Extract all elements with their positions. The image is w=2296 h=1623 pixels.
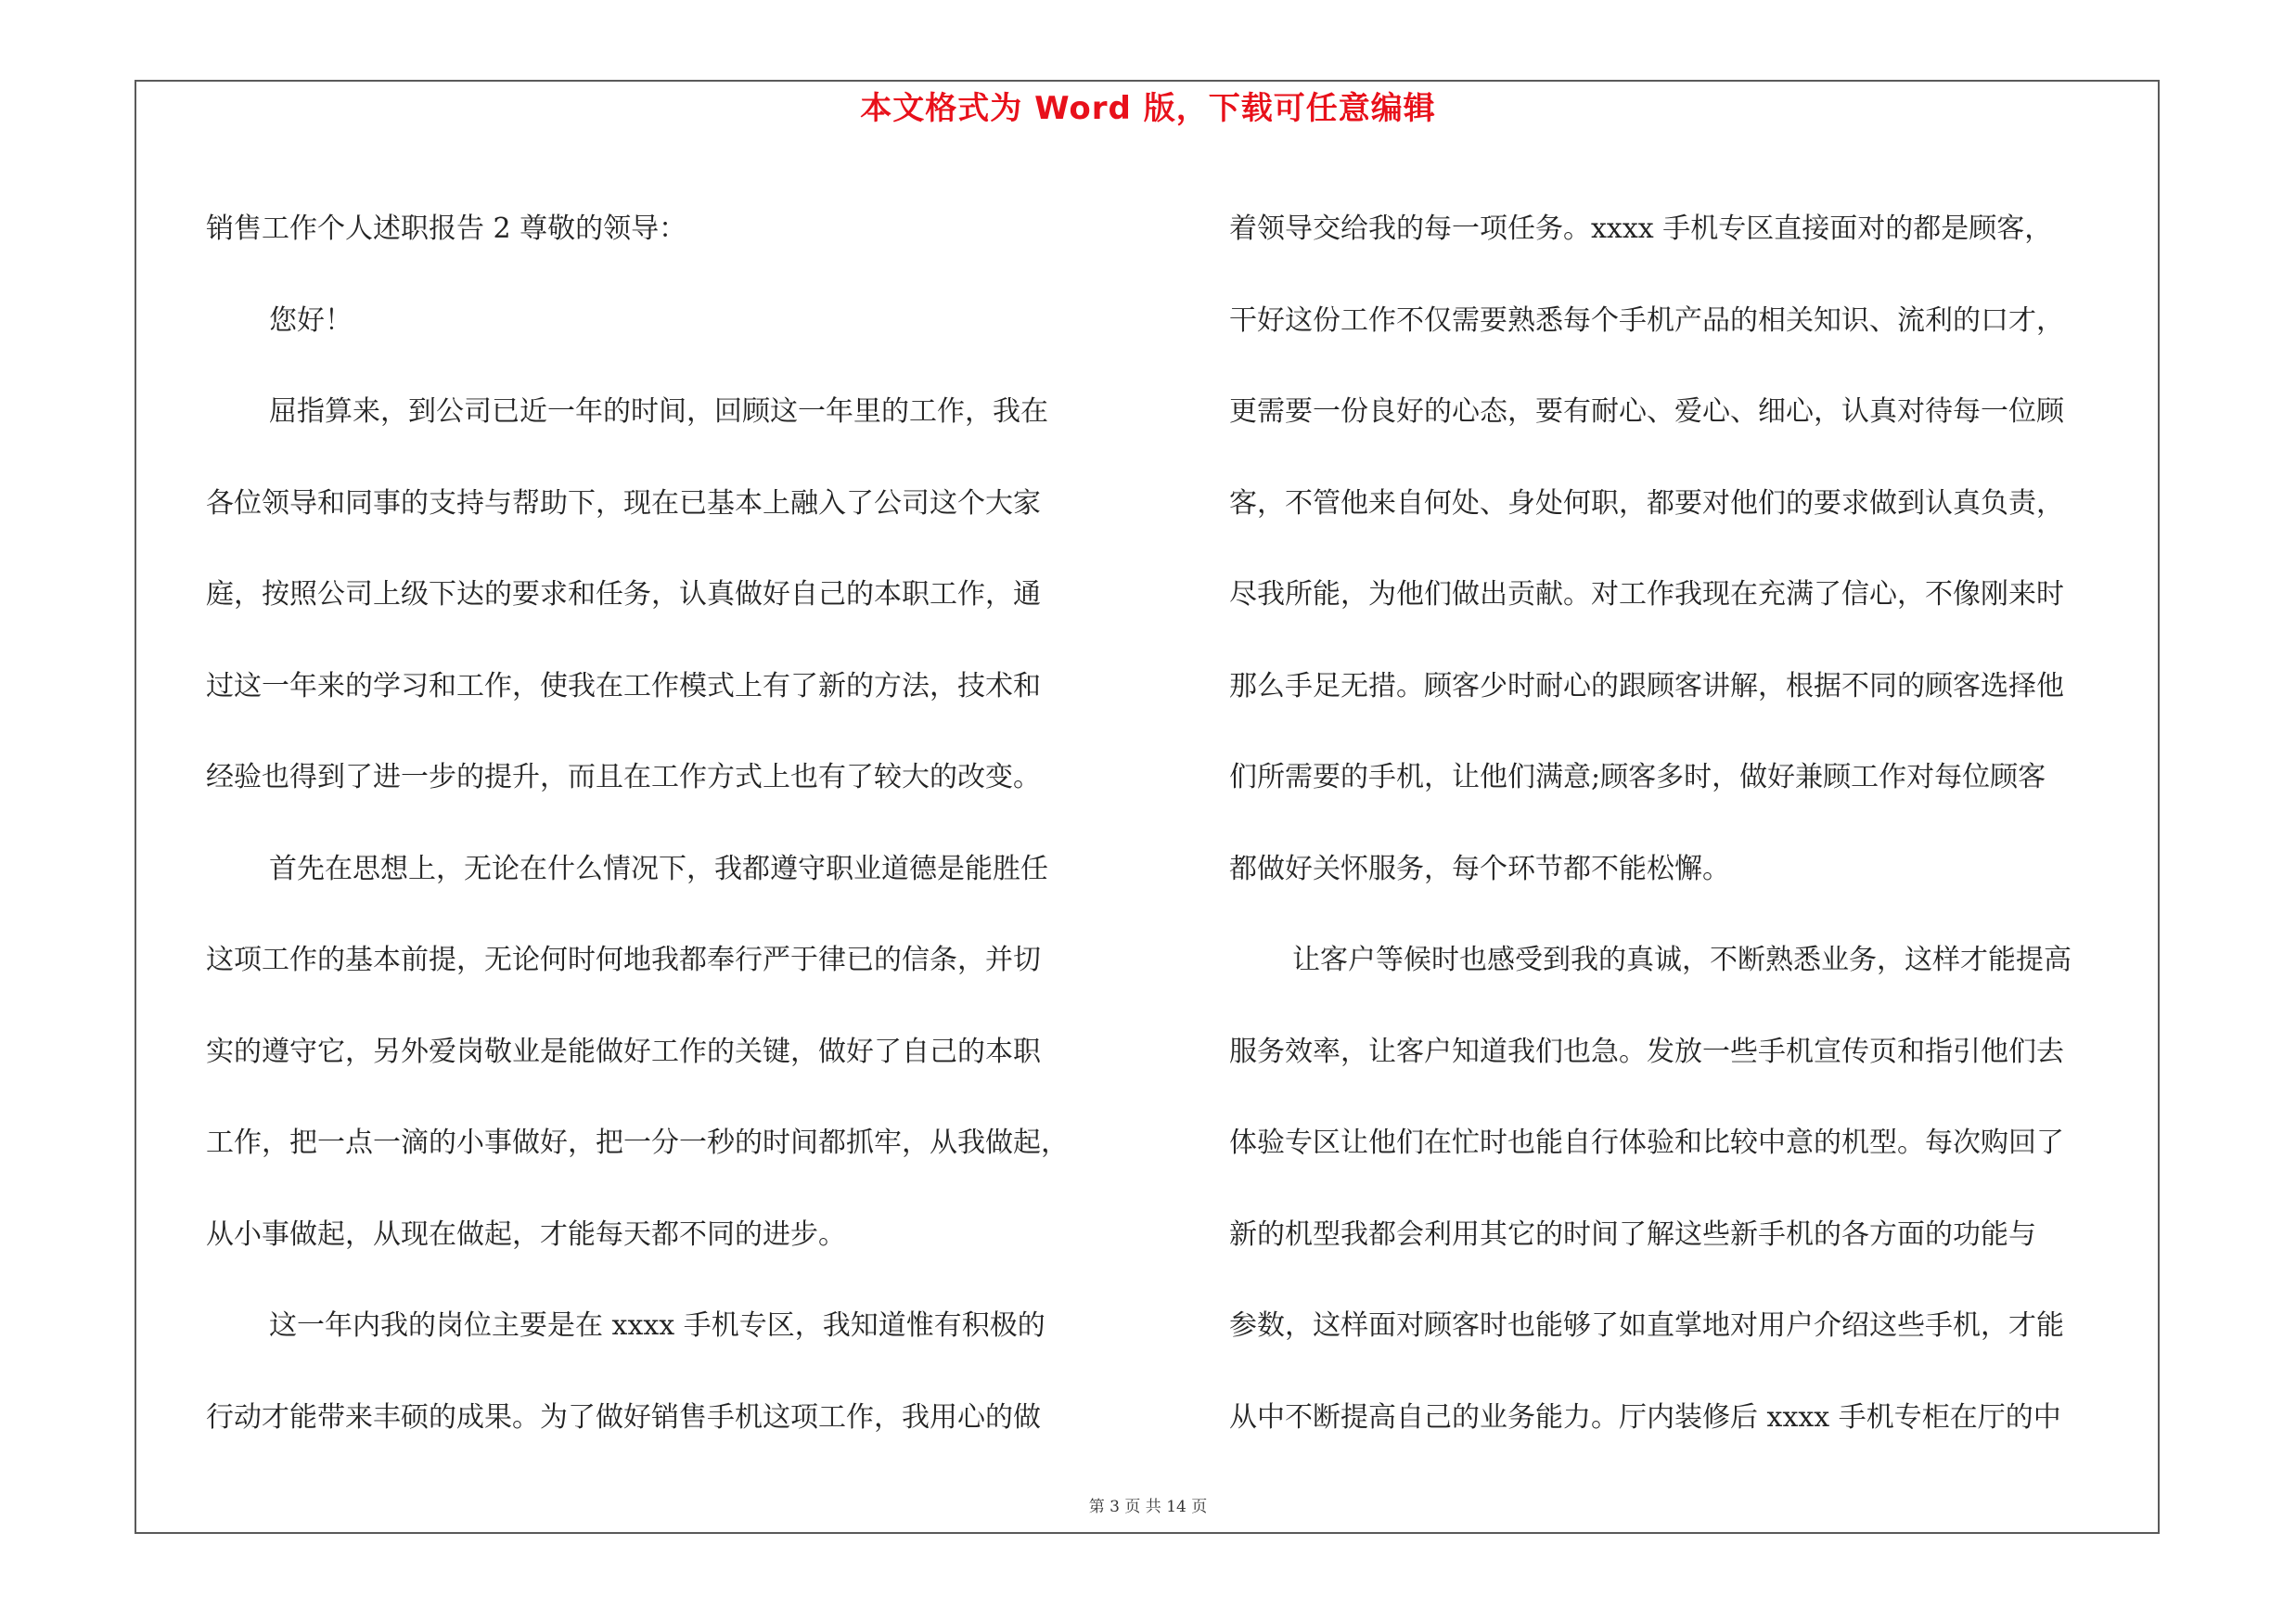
page-footer: 第 3 页 共 14 页 xyxy=(1088,1498,1208,1516)
text-line: 服务效率，让客户知道我们也急。发放一些手机宣传页和指引他们去 xyxy=(1229,1035,2064,1068)
text-line: 从小事做起，从现在做起，才能每天都不同的进步。 xyxy=(206,1217,846,1251)
text-line: 从中不断提高自己的业务能力。厅内装修后 xxxx 手机专柜在厅的中 xyxy=(1229,1400,2061,1434)
text-line: 行动才能带来丰硕的成果。为了做好销售手机这项工作，我用心的做 xyxy=(206,1400,1041,1434)
text-line: 体验专区让他们在忙时也能自行体验和比较中意的机型。每次购回了 xyxy=(1229,1127,2064,1159)
text-line: 干好这份工作不仅需要熟悉每个手机产品的相关知识、流利的口才， xyxy=(1229,303,2064,337)
text-line: 实的遵守它，另外爱岗敬业是能做好工作的关键，做好了自己的本职 xyxy=(206,1035,1041,1068)
text-line: 尽我所能，为他们做出贡献。对工作我现在充满了信心，不像刚来时 xyxy=(1229,578,2064,611)
text-line: 参数，这样面对顾客时也能够了如直掌地对用户介绍这些手机，才能 xyxy=(1229,1309,2064,1342)
text-line: 着领导交给我的每一项任务。xxxx 手机专区直接面对的都是顾客， xyxy=(1229,213,2053,245)
text-line: 经验也得到了进一步的提升，而且在工作方式上也有了较大的改变。 xyxy=(206,761,1041,793)
text-line: 屈指算来，到公司已近一年的时间，回顾这一年里的工作，我在 xyxy=(269,395,1048,428)
text-line: 庭，按照公司上级下达的要求和任务，认真做好自己的本职工作，通 xyxy=(206,578,1041,611)
text-line: 销售工作个人述职报告 2 尊敬的领导： xyxy=(206,213,687,245)
text-line: 客，不管他来自何处、身处何职，都要对他们的要求做到认真负责， xyxy=(1229,486,2064,520)
text-line: 新的机型我都会利用其它的时间了解这些新手机的各方面的功能与 xyxy=(1229,1217,2036,1251)
right-column xyxy=(1229,184,2171,1463)
text-line: 们所需要的手机，让他们满意;顾客多时，做好兼顾工作对每位顾客 xyxy=(1229,761,2046,793)
text-line: 那么手足无措。顾客少时耐心的跟顾客讲解，根据不同的顾客选择他 xyxy=(1229,669,2064,702)
editable-notice-banner: 本文格式为 Word 版，下载可任意编辑 xyxy=(860,90,1436,127)
text-line: 各位领导和同事的支持与帮助下，现在已基本上融入了公司这个大家 xyxy=(206,486,1041,520)
text-line: 这一年内我的岗位主要是在 xxxx 手机专区，我知道惟有积极的 xyxy=(269,1309,1045,1342)
text-line: 都做好关怀服务，每个环节都不能松懈。 xyxy=(1229,852,1730,885)
text-line: 您好！ xyxy=(269,303,353,337)
text-line: 更需要一份良好的心态，要有耐心、爱心、细心，认真对待每一位顾 xyxy=(1229,395,2064,428)
text-line: 首先在思想上，无论在什么情况下，我都遵守职业道德是能胜任 xyxy=(269,852,1048,885)
text-line: 过这一年来的学习和工作，使我在工作模式上有了新的方法，技术和 xyxy=(206,669,1041,702)
left-column xyxy=(206,184,1161,1463)
text-line: 这项工作的基本前提，无论何时何地我都奉行严于律已的信条，并切 xyxy=(206,944,1041,976)
text-line: 工作，把一点一滴的小事做好，把一分一秒的时间都抓牢，从我做起， xyxy=(206,1127,1069,1159)
text-line: 让客户等候时也感受到我的真诚，不断熟悉业务，这样才能提高 xyxy=(1292,944,2072,976)
